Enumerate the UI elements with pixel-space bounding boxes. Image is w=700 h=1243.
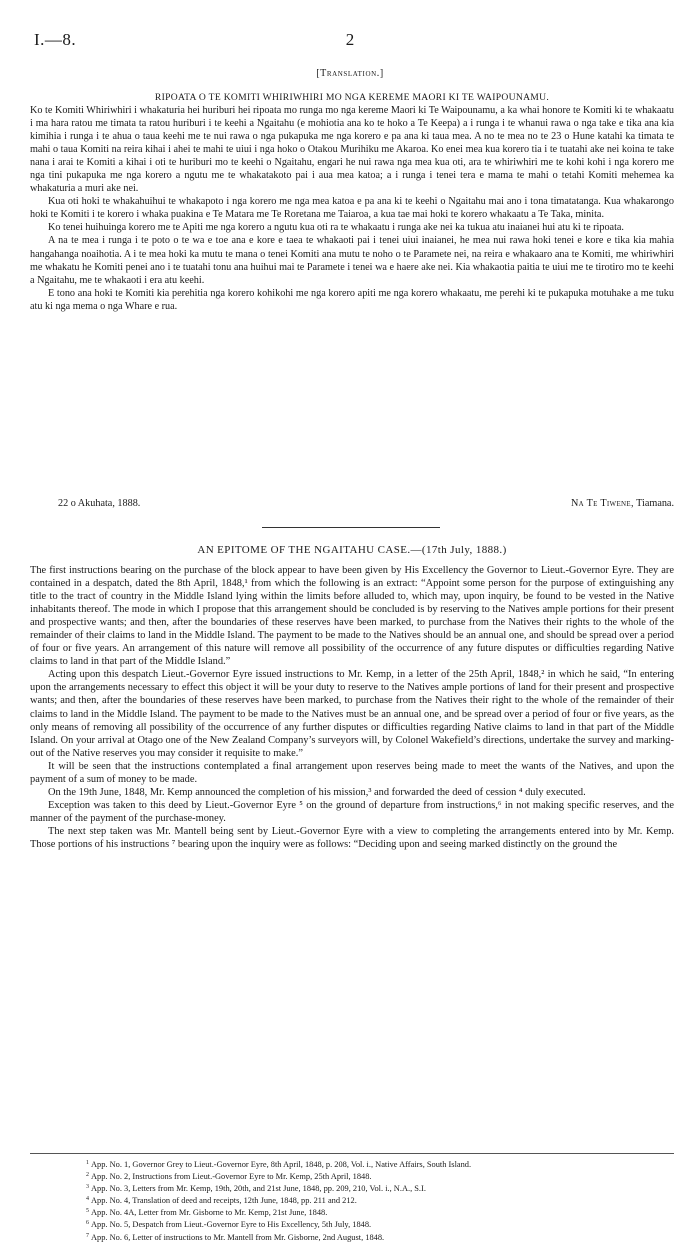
- epitome-body: [30, 564, 674, 851]
- footnote-number: 7: [86, 1232, 89, 1239]
- footnotes: [86, 1158, 674, 1243]
- maori-paragraph: Kua oti hoki te whakahuihui te whakapoto i nga korero me nga mea katoa e pa ana ki te keehi o Ngaitahu mai ano i tona timatatanga. Kua whakarongo hoki te Komiti i te korero i whaka puakina e Te Matara me Te Roretana me Taiaroa, a kua tae mai hoki te korero whakaatu a Te Taka, minita.: [30, 196, 674, 221]
- signatory-title: Tiamana.: [633, 498, 674, 509]
- page-number: 2: [345, 30, 355, 49]
- epitome-paragraph: The next step taken was Mr. Mantell being sent by Lieut.-Governor Eyre with a view to completing the arrangements entered into by Mr. Kemp. Those portions of his instructions ⁷ bearing upon the inquiry were as follows: “Deciding upon and seeing marked distinctly on the ground the: [30, 825, 674, 850]
- signature-name: [571, 498, 674, 509]
- maori-paragraph: A na te mea i runga i te poto o te wa e toe ana e kore e taea te whakaoti pai i tenei uiui inaianei, he mea nui rawa hoki tenei e kore e tika kia mahia hangahanga noaihotia. A i te mea hoki ka mutu te mana o tenei Komiti ana mutu te noho o te Paramete nei, na reira e whakaaro ana te Komiti, me whiriwhiri me whakatu he Komiti penei ano i te tuatahi tonu ana huihui mai te Paramete i tenei wa e haere ake nei. Kia whakaotia paitia te uiui me te tirotiro mo te keehi a Ngaitahu, me te whakaoti i era atu keehi.: [30, 235, 674, 286]
- epitome-title: AN EPITOME OF THE NGAITAHU CASE.—(17th July, 1888.): [197, 544, 507, 556]
- footnote-number: 6: [86, 1220, 89, 1227]
- footnote-text: App. No. 4, Translation of deed and receipts, 12th June, 1848, pp. 211 and 212.: [91, 1196, 357, 1206]
- footnote-text: App. No. 2, Instructions from Lieut.-Governor Eyre to Mr. Kemp, 25th April, 1848.: [91, 1172, 372, 1182]
- footnote: [86, 1158, 674, 1170]
- maori-paragraph: Ko te Komiti Whiriwhiri i whakaturia hei huriburi hei ripoata mo runga mo nga kereme Maori ki Te Waipounamu, a ka whai honore te Komiti ki te whakaatu i ma hara ratou me timata ta ratou huriburi i te keehi a Ngaitahu (e mohiotia ana ko te hoko a Te Keepa) a i runga i te whanui rawa o nga take e tika ana kia kimihia i runga i te ahua o taua keehi me te nui rawa o nga pukapuka me nga korero e pa ana ki taua mea. A no te mea no te 23 o Hune katahi ka timata te mahi o taua Komiti na reira kihai i ahei te mahi te uiui i nga hoko o Otakou Murihiku me Akaroa. Ko enei mea kua korero tia i te tuatahi ake nei koina te take nana i arai te Komiti a kihai i oti te huriburi mo te keehi o Ngaitahu, engari he nui rawa nga mea kua oti, ara te whiriwhiri me te kohi kohi i nga korero me nga tini pukapuka me nga korero a ngutu me te whakatakoto pai i aua mea katoa; a i runga i tenei tera e mama te mahi o tetahi Komiti mehemea ka whakaturia a muri ake nei.: [30, 105, 674, 195]
- footnote-number: 5: [86, 1208, 89, 1215]
- epitome-paragraph: Acting upon this despatch Lieut.-Governor Eyre issued instructions to Mr. Kemp, in a letter of the 25th April, 1848,² in which he said, “In entering upon the arrangements necessary to effect this object it will be your duty to reserve to the Natives ample portions of land for their present and prospective wants; and then, after the boundaries of these reserves have been marked, to purchase from the Natives their right to the whole of the remainder of their claims to land in the Middle Island. The payment to be made to the Natives must be an annual one, and be spread over a period of four or five years, as the only means of removing all possibility of the occurrence of any further disputes or difficulties regarding Native claims to land in that part of the Middle Island. On your arrival at Otago one of the New Zealand Company’s surveyors will, by Colonel Wakefield’s directions, undertake the survey and marking-out of the Native reserves you may consider it requisite to make.”: [30, 669, 674, 759]
- footnote-text: App. No. 1, Governor Grey to Lieut.-Governor Eyre, 8th April, 1848, p. 208, Vol. i., Native Affairs, South Island.: [91, 1160, 472, 1169]
- footnote-text: App. No. 4A, Letter from Mr. Gisborne to Mr. Kemp, 21st June, 1848.: [91, 1208, 328, 1218]
- footnote-text: App. No. 5, Despatch from Lieut.-Governor Eyre to His Excellency, 5th July, 1848.: [91, 1220, 372, 1230]
- footnote: [86, 1182, 674, 1194]
- footnote-text: App. No. 6, Letter of instructions to Mr. Mantell from Mr. Gisborne, 2nd August, 1848.: [91, 1232, 385, 1242]
- footnote: [86, 1218, 674, 1230]
- footnote: [86, 1194, 674, 1206]
- document-reference: I.—8.: [34, 30, 77, 49]
- maori-paragraph: E tono ana hoki te Komiti kia perehitia nga korero kohikohi me nga korero apiti me nga korero whakaatu, me perehi ki te pukapuka motuhake a me tuku atu ki nga mema o nga Whare e rua.: [30, 287, 674, 312]
- epitome-paragraph: The first instructions bearing on the purchase of the block appear to have been given by His Excellency the Governor to Lieut.-Governor Eyre. They are contained in a despatch, dated the 8th April, 1848,¹ from which the following is an extract: “Appoint some person for the purpose of extinguishing any title to the tract of country in the Middle Island lying within the limits before alluded to, which may, upon inquiry, be found to be vested in the Native inhabitants thereof. The mode in which I propose that this arrangement should be concluded is by reserving to the Natives ample portions for their present and prospective wants; and then, after the boundaries of these reserves have been marked, to purchase from the Natives their rights to the whole of the remainder of their claims to land in the Middle Island. The payment to be made to the Natives should be an annual one, and should be spread over a period of four or five years. An arrangement of this nature will remove all possibility of the occurrence of any future disputes or difficulties regarding Native claims to land in that part of the Middle Island.”: [30, 565, 674, 668]
- footnote-number: 3: [86, 1184, 89, 1191]
- translation-label: [Translation.]: [316, 68, 384, 79]
- maori-paragraph: Ko tenei huihuinga korero me te Apiti me nga korero a ngutu kua oti ra te whakaatu i runga ake nei ka tukua atu inaianei hui atu ki te ripoata.: [48, 222, 624, 234]
- signature-line: [30, 498, 674, 512]
- page-header: [22, 30, 678, 52]
- footnote: [86, 1206, 674, 1218]
- epitome-paragraph: Exception was taken to this deed by Lieut.-Governor Eyre ⁵ on the ground of departure from instructions,⁶ in not making specific reserves, and the manner of the payment of the purchase-money.: [30, 799, 674, 824]
- epitome-paragraph: On the 19th June, 1848, Mr. Kemp announced the completion of his mission,³ and forwarded the deed of cession ⁴ duly executed.: [48, 786, 586, 798]
- footnote-number: 2: [86, 1172, 89, 1179]
- footnote-number: 1: [86, 1160, 89, 1166]
- section-divider: [262, 527, 440, 528]
- signature-date: 22 o Akuhata, 1888.: [58, 498, 141, 509]
- epitome-paragraph: It will be seen that the instructions contemplated a final arrangement upon reserves being made to meet the wants of the Natives, and upon the payment of a sum of money to be made.: [30, 760, 674, 785]
- maori-report-body: [30, 104, 674, 313]
- signatory: Na Te Tiwene,: [570, 498, 634, 509]
- footnote-number: 4: [86, 1196, 89, 1203]
- footnote: [86, 1231, 674, 1243]
- footnote: [86, 1170, 674, 1182]
- footnote-text: App. No. 3, Letters from Mr. Kemp, 19th, 20th, and 21st June, 1848, pp. 209, 210, Vol. i., N.A., S.I.: [91, 1184, 426, 1194]
- footnote-divider: [30, 1153, 674, 1154]
- maori-heading: RIPOATA O TE KOMITI WHIRIWHIRI MO NGA KEREME MAORI KI TE WAIPOUNAMU.: [154, 92, 550, 103]
